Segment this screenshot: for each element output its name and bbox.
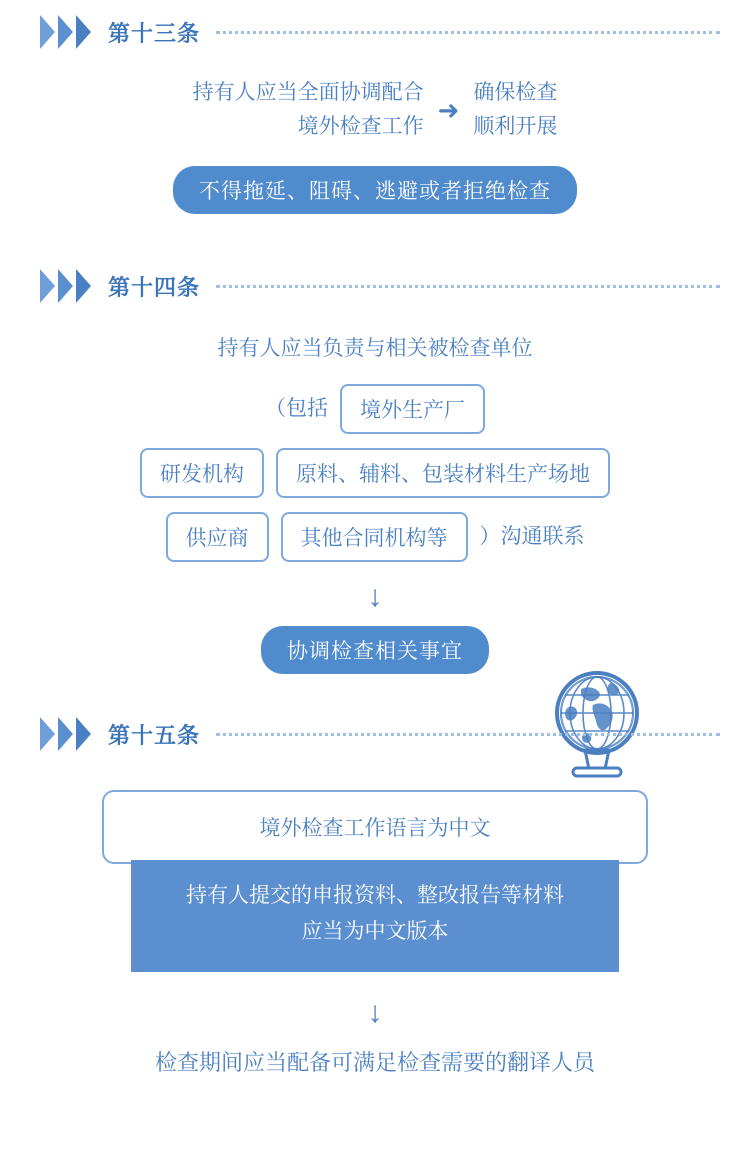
flow-row — [0, 76, 750, 144]
entity-box-materials-site: 原料、辅料、包装材料生产场地 — [276, 448, 610, 498]
entity-box-rnd: 研发机构 — [140, 448, 264, 498]
arrow-right-icon: ➜ — [437, 94, 460, 125]
flow-right-line1: 确保检查 — [473, 81, 558, 104]
flow-left-line1: 持有人应当全面协调配合 — [192, 81, 424, 104]
chevron-right-icon — [40, 15, 55, 49]
arrow-down-icon: ↓ — [367, 580, 383, 613]
card-language-requirement: 境外检查工作语言为中文 — [102, 790, 648, 864]
section-article-14 — [0, 268, 750, 674]
chevron-group-icon — [40, 717, 94, 751]
section-header-14 — [0, 268, 750, 304]
flow-right-text — [473, 76, 557, 144]
flow-right-line2: 顺利开展 — [473, 115, 558, 138]
section-13-body — [0, 76, 750, 214]
flow-left-line2: 境外检查工作 — [297, 115, 424, 138]
lead-text-14: 持有人应当负责与相关被检查单位 — [217, 337, 533, 360]
paren-open: （包括 — [265, 397, 328, 420]
chevron-group-icon — [40, 15, 94, 49]
section-15-body — [0, 790, 750, 1080]
paren-close: ）沟通联系 — [479, 525, 585, 548]
footer-text-15: 检查期间应当配备可满足检查需要的翻译人员 — [154, 1050, 595, 1075]
dotted-divider — [216, 285, 720, 288]
section-article-13 — [0, 14, 750, 214]
entity-box-overseas-plant: 境外生产厂 — [340, 384, 485, 434]
card-chinese-version — [131, 860, 619, 972]
section-article-15 — [0, 716, 750, 1080]
highlight-pill: 协调检查相关事宜 — [261, 626, 489, 674]
chevron-group-icon — [40, 269, 94, 303]
section-header-15 — [0, 716, 750, 752]
chevron-right-icon — [76, 269, 91, 303]
chevron-right-icon — [58, 15, 73, 49]
arrow-down-icon: ↓ — [367, 996, 383, 1029]
entity-box-other-contract: 其他合同机构等 — [281, 512, 468, 562]
section-title: 第十五条 — [108, 722, 201, 748]
chevron-right-icon — [40, 717, 55, 751]
card-chinese-version-line1: 持有人提交的申报资料、整改报告等材料 — [186, 884, 564, 907]
chevron-right-icon — [76, 717, 91, 751]
entity-box-supplier: 供应商 — [166, 512, 269, 562]
box-row-3 — [0, 512, 750, 562]
chevron-right-icon — [58, 717, 73, 751]
section-header-13 — [0, 14, 750, 50]
box-row-1 — [0, 384, 750, 434]
dotted-divider — [216, 31, 720, 34]
dotted-divider — [216, 733, 720, 736]
chevron-right-icon — [58, 269, 73, 303]
flow-left-text — [193, 76, 424, 144]
box-row-2 — [0, 448, 750, 498]
chevron-right-icon — [76, 15, 91, 49]
section-14-body — [0, 332, 750, 674]
pill-wrap-13 — [0, 166, 750, 214]
highlight-pill: 不得拖延、阻碍、逃避或者拒绝检查 — [173, 166, 577, 214]
section-title: 第十三条 — [108, 20, 201, 46]
chevron-right-icon — [40, 269, 55, 303]
section-title: 第十四条 — [108, 274, 201, 300]
card-chinese-version-line2: 应当为中文版本 — [301, 920, 449, 943]
